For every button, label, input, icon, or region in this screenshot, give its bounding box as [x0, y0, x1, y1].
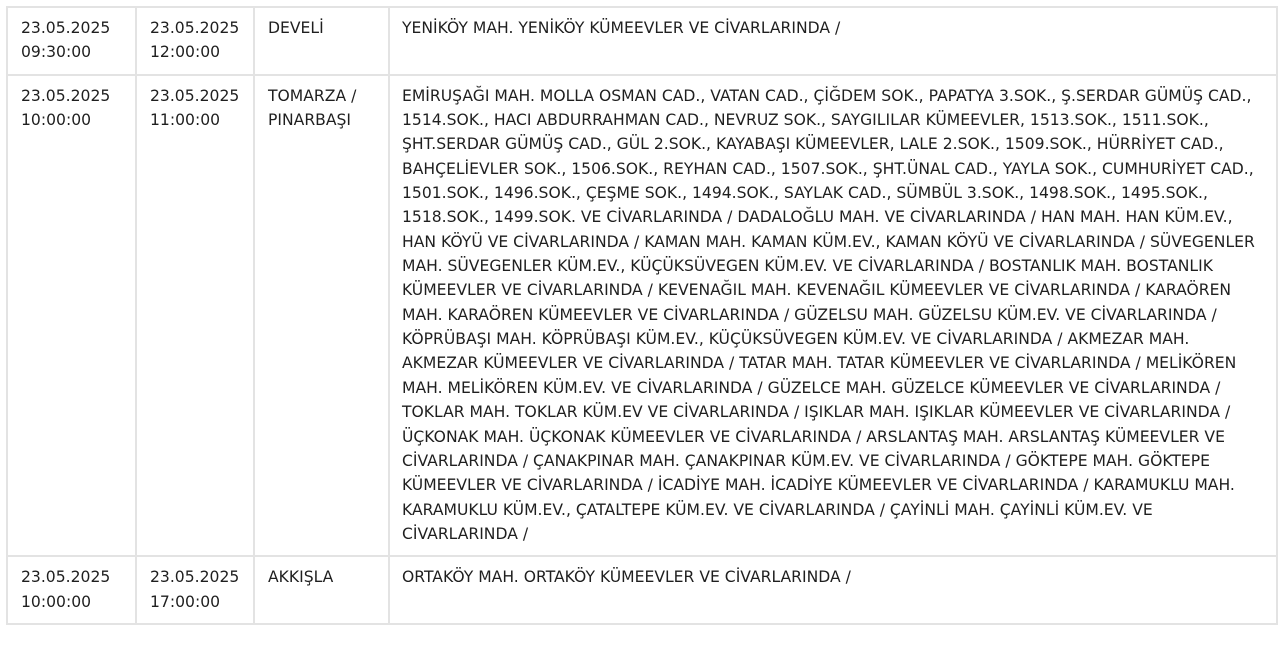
district-cell: [254, 7, 389, 75]
district-name: TOMARZA /: [268, 86, 357, 105]
start-cell: [7, 556, 136, 624]
start-date: 23.05.2025: [21, 86, 111, 105]
end-cell: [136, 556, 254, 624]
table-row: [7, 7, 1277, 75]
areas-cell: [389, 7, 1277, 75]
end-date: 23.05.2025: [150, 19, 240, 37]
district-cell: [254, 75, 389, 557]
district-name: DEVELİ: [268, 19, 324, 37]
start-cell: [7, 7, 136, 75]
end-time: 12:00:00: [150, 43, 221, 62]
start-date: 23.05.2025: [21, 19, 111, 37]
district-name: AKKIŞLA: [268, 568, 334, 587]
affected-areas: EMİRUŞAĞI MAH. MOLLA OSMAN CAD., VATAN CAD., ÇİĞDEM SOK., PAPATYA 3.SOK., Ş.SERDAR GÜMÜŞ CAD., 1514.SOK., HACI ABDURRAHMAN CAD., NEVRUZ SOK., SAYGILILAR KÜMEEVLER, 1513.SOK., 1511.SOK., ŞHT.SERDAR GÜMÜŞ CAD., GÜL 2.SOK., KAYABAŞI KÜMEEVLER, LALE 2.SOK., 1509.SOK., HÜRRİYET CAD., BAHÇELİEVLER SOK., 1506.SOK., REYHAN CAD., 1507.SOK., ŞHT.ÜNAL CAD., YAYLA SOK., CUMHURİYET CAD., 1501.SOK., 1496.SOK., ÇEŞME SOK., 1494.SOK., SAYLAK CAD., SÜMBÜL 3.SOK., 1498.SOK., 1495.SOK., 1518.SOK., 1499.SOK. VE CİVARLARINDA / DADALOĞLU MAH. VE CİVARLARINDA / HAN MAH. HAN KÜM.EV., HAN KÖYÜ VE CİVARLARINDA / KAMAN MAH. KAMAN KÜM.EV., KAMAN KÖYÜ VE CİVARLARINDA / SÜVEGENLER MAH. SÜVEGENLER KÜM.EV., KÜÇÜKSÜVEGEN KÜM.EV. VE CİVARLARINDA / BOSTANLIK MAH. BOSTANLIK KÜMEEVLER VE CİVARLARINDA / KEVENAĞIL MAH. KEVENAĞIL KÜMEEVLER VE CİVARLARINDA / KARAÖREN MAH. KARAÖREN KÜMEEVLER VE CİVARLARINDA / GÜZELSU MAH. GÜZELSU KÜM.EV. VE CİVARLARINDA / KÖPRÜBAŞI MAH. KÖPRÜBAŞI KÜM.EV., KÜÇÜKSÜVEGEN KÜM.EV. VE CİVARLARINDA / AKMEZAR MAH. AKMEZAR KÜMEEVLER VE CİVARLARINDA / TATAR MAH. TATAR KÜMEEVLER VE CİVARLARINDA / MELİKÖREN MAH. MELİKÖREN KÜM.EV. VE CİVARLARINDA / GÜZELCE MAH. GÜZELCE KÜMEEVLER VE CİVARLARINDA / TOKLAR MAH. TOKLAR KÜM.EV VE CİVARLARINDA / IŞIKLAR MAH. IŞIKLAR KÜMEEVLER VE CİVARLARINDA / ÜÇKONAK MAH. ÜÇKONAK KÜMEEVLER VE CİVARLARINDA / ARSLANTAŞ MAH. ARSLANTAŞ KÜMEEVLER VE CİVARLARINDA / ÇANAKPINAR MAH. ÇANAKPINAR KÜM.EV. VE CİVARLARINDA / GÖKTEPE MAH. GÖKTEPE KÜMEEVLER VE CİVARLARINDA / İCADİYE MAH. İCADİYE KÜMEEVLER VE CİVARLARINDA / KARAMUKLU MAH. KARAMUKLU KÜM.EV., ÇATALTEPE KÜM.EV. VE CİVARLARINDA / ÇAYİNLİ MAH. ÇAYİNLİ KÜM.EV. VE CİVARLARINDA /: [402, 86, 1255, 543]
outage-table: [6, 6, 1278, 625]
start-cell: [7, 75, 136, 557]
table-row: [7, 556, 1277, 624]
district-name: PINARBAŞI: [268, 111, 352, 130]
start-time: 10:00:00: [21, 592, 92, 611]
end-time: 17:00:00: [150, 592, 221, 611]
areas-cell: [389, 556, 1277, 624]
end-date: 23.05.2025: [150, 568, 240, 587]
start-time: 10:00:00: [21, 111, 92, 130]
table-row: [7, 75, 1277, 557]
start-date: 23.05.2025: [21, 568, 111, 587]
start-time: 09:30:00: [21, 43, 92, 62]
end-cell: [136, 7, 254, 75]
district-cell: [254, 556, 389, 624]
end-date: 23.05.2025: [150, 86, 240, 105]
end-time: 11:00:00: [150, 111, 221, 130]
affected-areas: YENİKÖY MAH. YENİKÖY KÜMEEVLER VE CİVARLARINDA /: [402, 19, 841, 37]
areas-cell: [389, 75, 1277, 557]
affected-areas: ORTAKÖY MAH. ORTAKÖY KÜMEEVLER VE CİVARLARINDA /: [402, 568, 851, 587]
end-cell: [136, 75, 254, 557]
